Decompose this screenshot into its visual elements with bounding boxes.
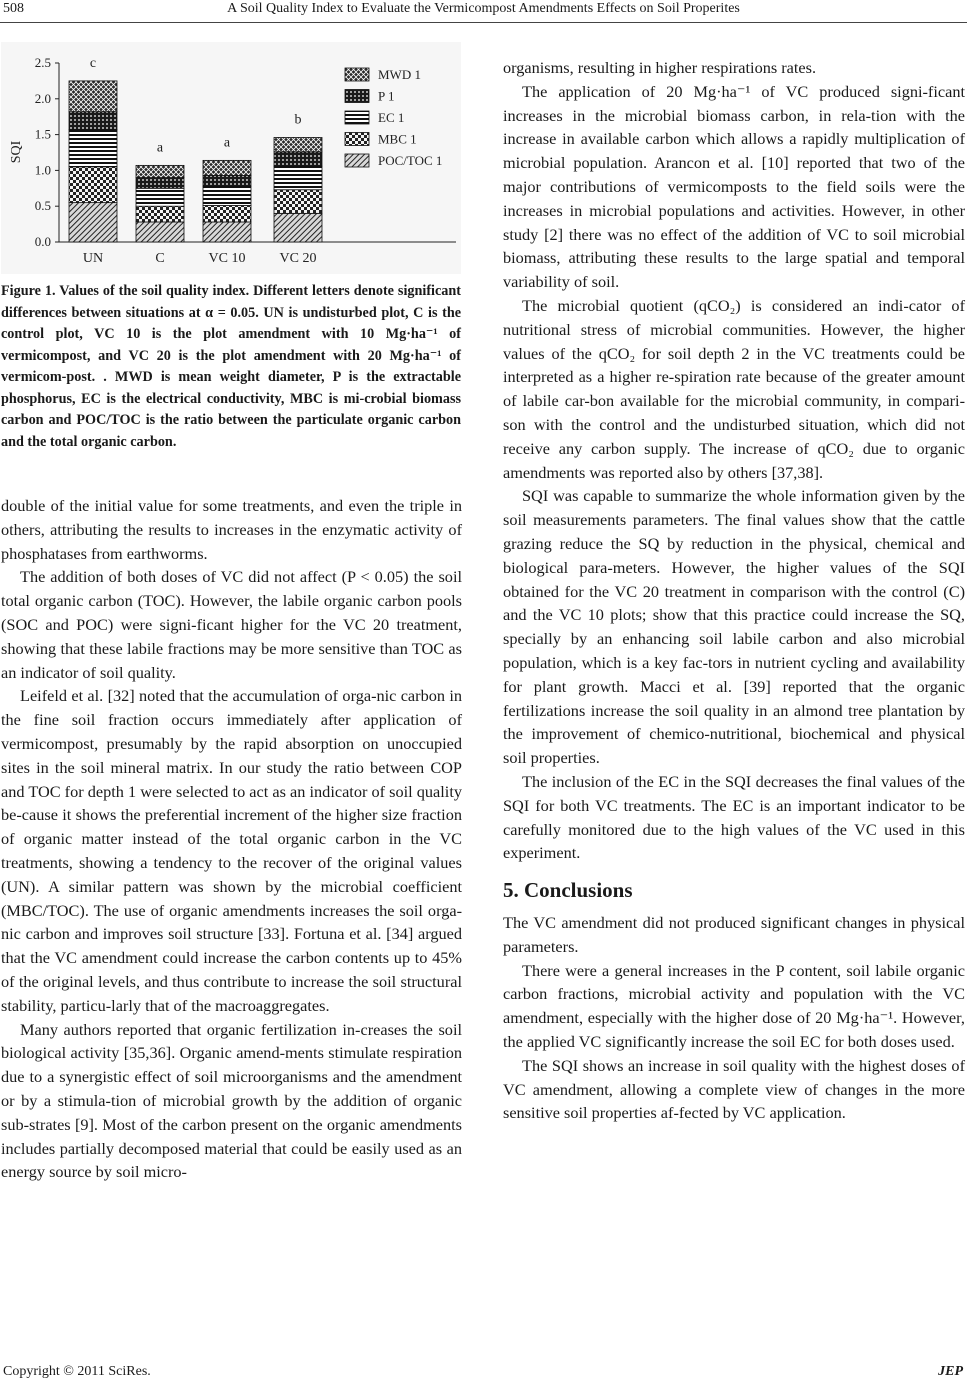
x-tick-label: VC 10 [208, 251, 246, 266]
bar-segment [136, 188, 184, 206]
bar-segment [203, 222, 251, 242]
paragraph: The VC amendment did not produced significant changes in physical parameters. [503, 913, 965, 956]
legend-label: MWD 1 [378, 67, 421, 82]
bar-segment [274, 190, 322, 214]
bar-segment [69, 81, 117, 112]
paragraph: SQI was capable to summarize the whole information given by the soil measurements parameters. The final values show that the cattle grazing reduce the SQ by reduction in the physical, chemical and biological para-meters. However, the higher values of the SQI obtained for the VC 20 treatment in comparison with the control (C) and the VC 10 plots; show that this practice could increase the SQ, specially by an enhancing soil labile carbon and also microbial population, which is a key fac-tors in nutrient cycling and availability for plant growth. Macci et al. [39] reported that the organic fertilizations increase the soil quality in an almond tree plantation by the improvement of chemico-nutritional, biochemical and physical soil properties. [503, 486, 965, 768]
bar-segment [69, 130, 117, 167]
bar-segment [69, 112, 117, 130]
legend-swatch [345, 133, 369, 146]
bar-segment [274, 137, 322, 151]
y-tick-label: 0.5 [34, 198, 51, 214]
y-tick-label: 2.0 [34, 90, 51, 106]
bar-segment [69, 167, 117, 203]
section-title: 5. Conclusions [503, 878, 633, 903]
significance-letter: c [89, 55, 97, 71]
x-tick-label: C [155, 251, 165, 266]
paragraph: The application of 20 Mg·ha⁻¹ of VC produced signi-ficant increases in the microbial biomass carbon, in rela-tion with the increase in available carbon which allows a rapidly multiplication of microbial population. Arancon et al. [10] reported that two of the major contributions of vermicomposts to the field soils were the increases in microbial populations and activities. However, in other study [2] there was no effect of the addition of VC to soil microbial biomass, attributing these results to the large spatial and temporal variability of soil. [503, 81, 965, 292]
paragraph: The addition of both doses of VC did not affect (P < 0.05) the soil total organic carbon (TOC). However, the labile organic carbon pools (SOC and POC) were signi-ficant higher for the VC 20 treatment, showing that these labile fractions may be more sensitive than TOC as an indicator of soil quality. [1, 567, 462, 682]
legend-label: MBC 1 [378, 131, 417, 147]
paragraph: The SQI shows an increase in soil quality with the highest doses of VC amendment, allowing a complete view of changes in the more sensitive soil properties af-fected by VC application. [503, 1055, 965, 1123]
paragraph: double of the initial value for some treatments, and even the triple in others, attributing the results to increases in the enzymatic activity of phosphatases from earthworms. [1, 496, 462, 563]
legend-label: POC/TOC 1 [378, 153, 443, 168]
journal-abbrev: JEP [938, 1364, 963, 1379]
copyright-notice: Copyright © 2011 SciRes. [3, 1364, 151, 1379]
caption-text: Values of the soil quality index. Different letters denote significant differences between situations at α = 0.05. UN is undisturbed plot, C is the control plot, VC 10 is the plot amendment with 10 Mg·ha⁻¹ of vermicompost, and VC 20 is the plot amendment with 20 Mg·ha⁻¹ of vermicom-post. . MWD is mean weight diameter, P is the extractable phosphorus, EC is the electrical conductivity, MBC is mi-crobial biomass carbon and POC/TOC is the ratio between the particulate organic carbon and the total organic carbon. [1, 283, 461, 450]
sqi-stacked-bar-chart [1, 42, 461, 274]
right-column [503, 56, 965, 1125]
paragraph: Many authors reported that organic fertilization in-creases the soil biological activity [35,36]. Organic amend-ments stimulate respiration due to a synergistic effect of soil microorganisms and the amendment or by a stimula-tion of microbial growth by the addition of organic sub-strates [9]. Most of the carbon present on the organic amendments includes partially decomposed material that could be easily used as an energy source by soil micro- [1, 1019, 462, 1182]
bar-segment [136, 165, 184, 177]
x-tick-label: VC 20 [279, 251, 317, 266]
bar-segment [69, 203, 117, 242]
left-column [1, 494, 462, 1184]
figure-caption [1, 281, 461, 453]
bar-segment [136, 222, 184, 242]
paragraph: organisms, resulting in higher respirations rates. [503, 58, 817, 77]
significance-letter: a [156, 140, 164, 156]
paragraph: The inclusion of the EC in the SQI decreases the final values of the SQI for both VC treatments. The EC is an important indicator to be carefully monitored due to the high values of the VC used in this experiment. [503, 771, 965, 863]
y-tick-label: 1.0 [34, 162, 51, 178]
significance-letter: a [223, 135, 231, 151]
paragraph: Leifeld et al. [32] noted that the accumulation of orga-nic carbon in the fine soil fraction occurs immediately after application of vermicompost, presumably by the rapid absorption on unoccupied sites in the soil mineral matrix. In our study the ratio between COP and TOC for depth 1 were selected to act as an indicator of soil quality be-cause it shows the preferential increment of the higher size fraction of organic matter instead of the total organic carbon in the VC treatments, showing a tendency to the recover of the original values (UN). A similar pattern was shown by the microbial coefficient (MBC/TOC). The use of organic amendments increases the soil orga-nic carbon and improves soil structure [33]. Fortuna et al. [34] argued that the VC amendment could increase the carbon contents up to 45% of the original levels, and thus contribute to increase the soil structural stability, particu-larly that of the macroaggregates. [1, 686, 462, 1015]
paragraph: The microbial quotient (qCO₂) is considered an indi-cator of nutritional stress of microbial communities. However, the higher values of the qCO₂ for soil depth 2 in the VC treatments could be interpreted as a higher re-spiration rate because of the greater amount of labile car-bon available for the microbial community, in compari-son with the control and the undisturbed situation, which did not receive any carbon supply. The increase of qCO₂ due to organic amendments was reported also by others [37,38]. [503, 295, 965, 482]
legend-label: EC 1 [378, 110, 405, 125]
legend-swatch [345, 154, 369, 167]
legend-label: P 1 [378, 88, 395, 104]
y-tick-label: 1.5 [34, 126, 51, 142]
x-tick-label: UN [82, 251, 104, 266]
legend-swatch [345, 90, 369, 103]
legend-swatch [345, 111, 369, 124]
y-axis-title: SQI [9, 140, 24, 164]
bar-segment [203, 186, 251, 205]
bar-segment [274, 166, 322, 190]
y-tick-label: 0.0 [34, 234, 51, 249]
bar-segment [203, 160, 251, 175]
figure-1 [1, 42, 461, 274]
bar-segment [136, 206, 184, 222]
bar-segment [203, 205, 251, 221]
running-title: A Soil Quality Index to Evaluate the Vermicompost Amendments Effects on Soil Properites [227, 1, 740, 16]
significance-letter: b [294, 112, 302, 128]
page-number: 508 [3, 1, 24, 16]
header-divider [0, 22, 967, 23]
bar-segment [274, 213, 322, 242]
page-footer [0, 1360, 967, 1386]
paragraph: There were a general increases in the P content, soil labile organic carbon fractions, microbial activity and population with the VC amendment, especially with the higher dose of 20 Mg·ha⁻¹. However, the applied VC significantly increase the soil EC for both doses used. [503, 960, 965, 1052]
page-header [0, 0, 967, 24]
bar-segment [136, 178, 184, 189]
legend-swatch [345, 68, 369, 81]
caption-prefix: Figure 1. [1, 283, 56, 299]
bar-segment [203, 175, 251, 186]
bar-segment [274, 152, 322, 166]
y-tick-label: 2.5 [34, 55, 51, 70]
